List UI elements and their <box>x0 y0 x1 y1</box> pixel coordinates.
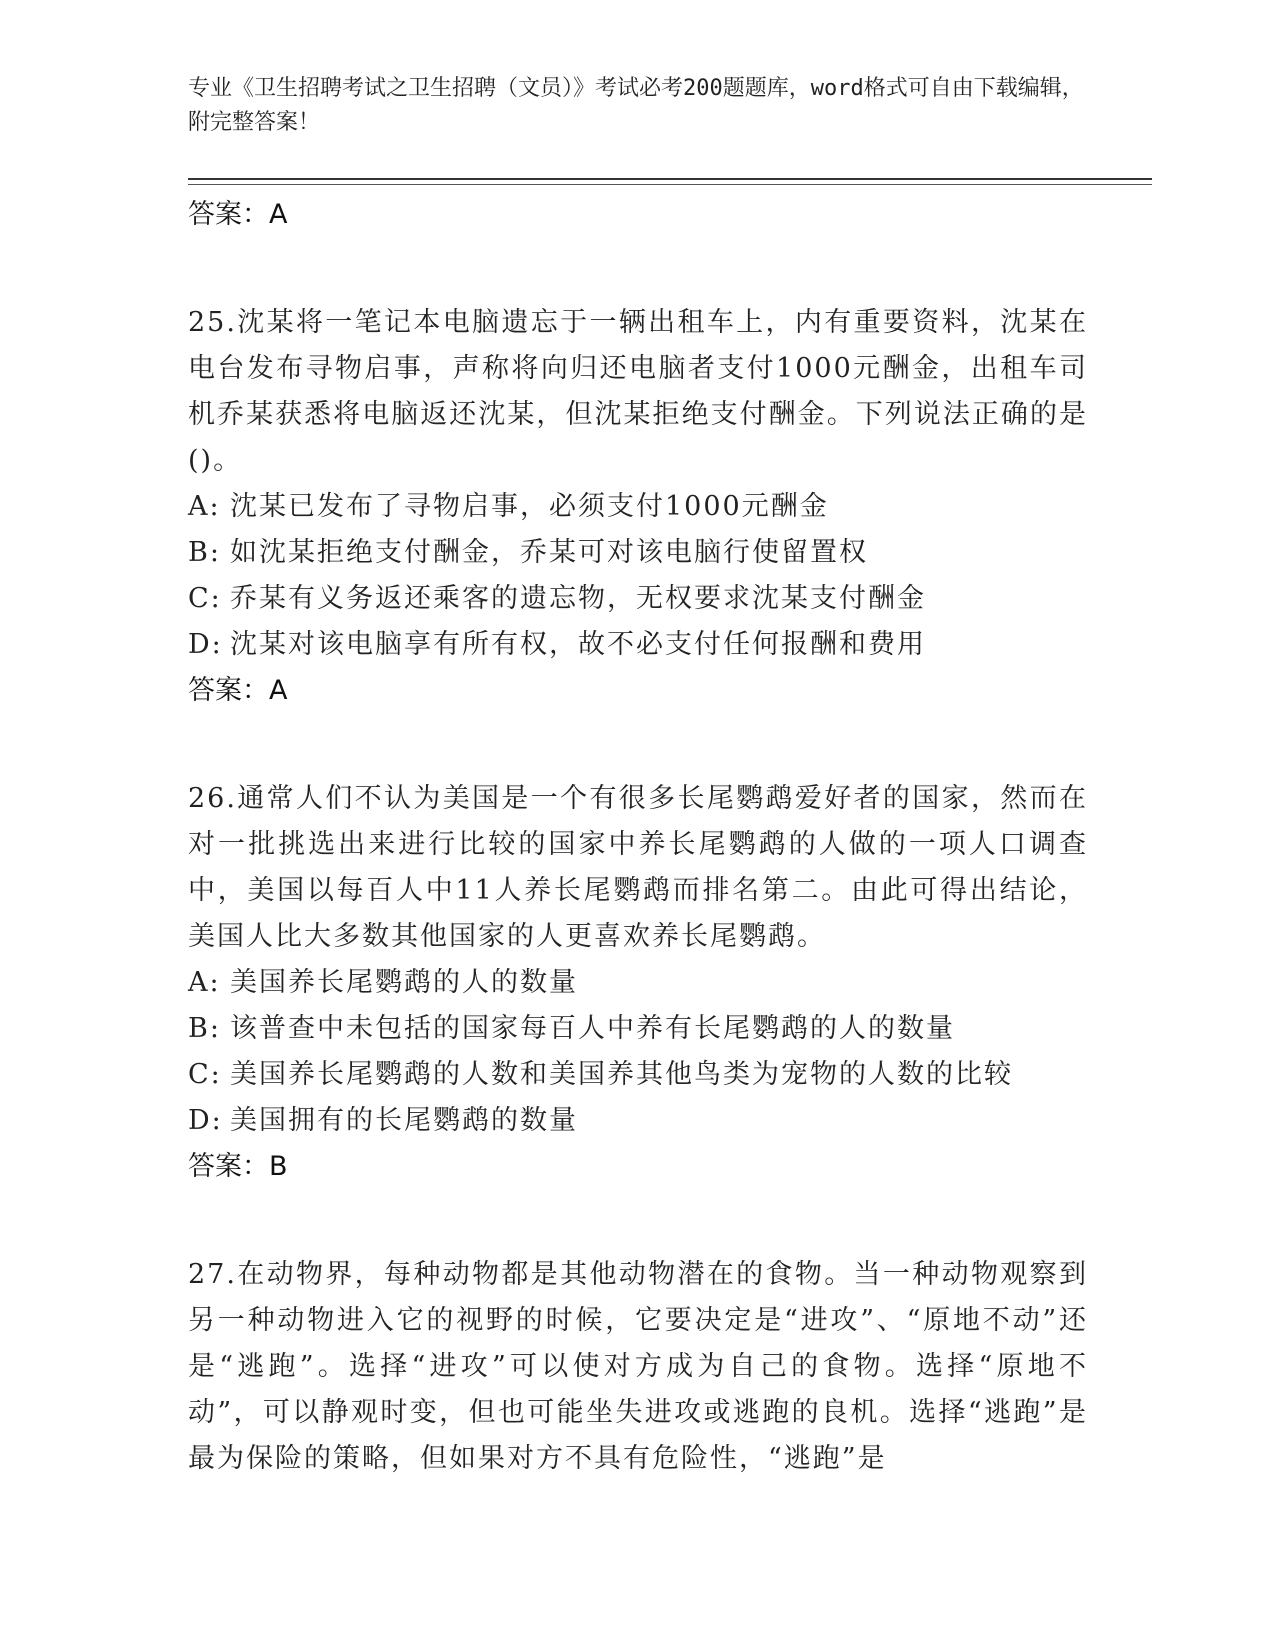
option-c <box>188 1052 1088 1098</box>
option-text: 美国拥有的长尾鹦鹉的数量 <box>230 1105 578 1136</box>
option-c <box>188 576 1088 622</box>
question-text: 25.沈某将一笔记本电脑遗忘于一辆出租车上，内有重要资料，沈某在电台发布寻物启事，声称将向归还电脑者支付1000元酬金，出租车司机乔某获悉将电脑返还沈某，但沈某拒绝支付酬金。下列说法正确的是()。 <box>188 307 1088 476</box>
answer-label: 答案： <box>188 675 269 706</box>
option-letter: D: <box>188 629 223 660</box>
question-text: 26.通常人们不认为美国是一个有很多长尾鹦鹉爱好者的国家，然而在对一批挑选出来进行比较的国家中养长尾鹦鹉的人做的一项人口调查中，美国以每百人中11人养长尾鹦鹉而排名第二。由此可得出结论，美国人比大多数其他国家的人更喜欢养长尾鹦鹉。 <box>188 783 1088 952</box>
option-text: 美国养长尾鹦鹉的人数和美国养其他鸟类为宠物的人数的比较 <box>230 1059 1013 1090</box>
option-text: 美国养长尾鹦鹉的人的数量 <box>230 967 578 998</box>
option-letter: A: <box>188 967 221 998</box>
document-header: 专业《卫生招聘考试之卫生招聘（文员）》考试必考200题题库，word格式可自由下载编辑，附完整答案！ <box>188 76 1084 135</box>
option-text: 沈某对该电脑享有所有权，故不必支付任何报酬和费用 <box>230 629 926 660</box>
option-letter: C: <box>188 583 222 614</box>
question-text: 27.在动物界，每种动物都是其他动物潜在的食物。当一种动物观察到另一种动物进入它的视野的时候，它要决定是“进攻”、“原地不动”还是“逃跑”。选择“进攻”可以使对方成为自己的食物。选择“原地不动”，可以静观时变，但也可能坐失进攻或逃跑的良机。选择“逃跑”是最为保险的策略，但如果对方不具有危险性，“逃跑”是 <box>188 1259 1088 1474</box>
option-d <box>188 622 1088 668</box>
answer-label: 答案： <box>188 199 269 230</box>
answer-value: A <box>269 675 288 706</box>
header-divider-thin <box>188 184 1152 185</box>
option-a <box>188 484 1088 530</box>
question-block <box>188 1252 1088 1482</box>
option-text: 如沈某拒绝支付酬金，乔某可对该电脑行使留置权 <box>230 537 868 568</box>
option-text: 沈某已发布了寻物启事，必须支付1000元酬金 <box>230 491 829 522</box>
option-text: 该普查中未包括的国家每百人中养有长尾鹦鹉的人的数量 <box>230 1013 955 1044</box>
option-b <box>188 530 1088 576</box>
answer-line <box>188 668 1088 714</box>
answer-value: A <box>269 199 288 230</box>
option-letter: A: <box>188 491 221 522</box>
question-block <box>188 300 1088 714</box>
option-d <box>188 1098 1088 1144</box>
option-b <box>188 1006 1088 1052</box>
option-text: 乔某有义务返还乘客的遗忘物，无权要求沈某支付酬金 <box>230 583 926 614</box>
option-a <box>188 960 1088 1006</box>
option-letter: C: <box>188 1059 222 1090</box>
option-letter: B: <box>188 537 221 568</box>
answer-label: 答案： <box>188 1151 269 1182</box>
answer-line <box>188 192 1088 238</box>
option-letter: B: <box>188 1013 221 1044</box>
option-letter: D: <box>188 1105 223 1136</box>
document-content <box>188 192 1088 1482</box>
question-block <box>188 776 1088 1190</box>
answer-line <box>188 1144 1088 1190</box>
header-divider-thick <box>188 178 1152 180</box>
answer-value: B <box>269 1151 288 1182</box>
